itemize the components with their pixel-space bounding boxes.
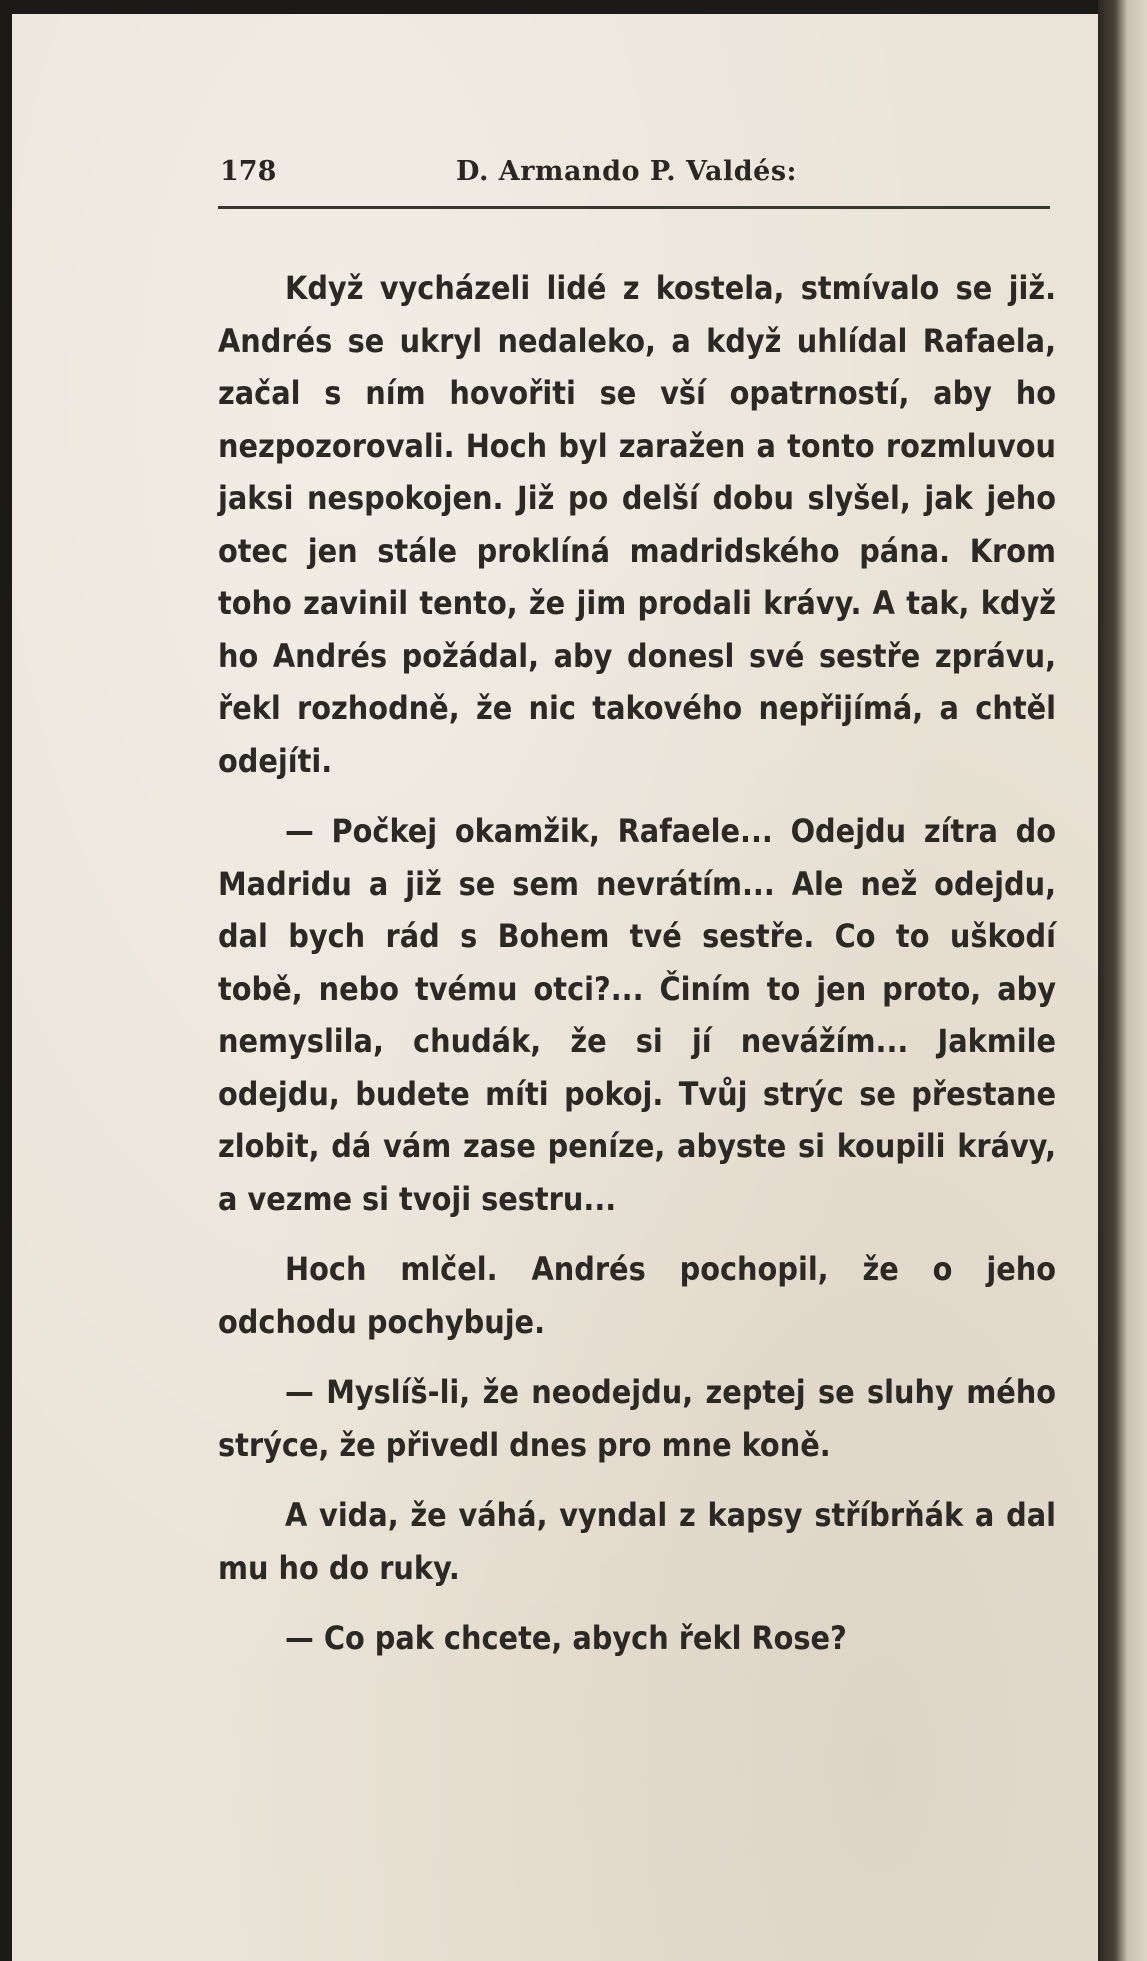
body-text [218,262,1056,1683]
paragraph: Hoch mlčel. Andrés pochopil, že o jeho odchodu pochybuje. [218,1250,1056,1341]
paragraph: — Počkej okamžik, Rafaele... Odejdu zítra do Madridu a již se sem nevrátím... Ale než odejdu, dal bych rád s Bohem tvé sestře. Co to uškodí tobě, nebo tvému otci?... Činím to jen proto, aby nemyslila, chudák, že si jí nevážím... Jakmile odejdu, budete míti pokoj. Tvůj strýc se přestane zlobit, dá vám zase peníze, abyste si koupili krávy, a vezme si tvoji sestru... [218,812,1056,1218]
page-header [220,156,1050,200]
running-head: D. Armando P. Valdés: [456,156,797,187]
paragraph: A vida, že váhá, vyndal z kapsy stříbrňák a dal mu ho do ruky. [218,1496,1056,1587]
book-gutter [1098,0,1147,1961]
paragraph: Když vycházeli lidé z kostela, stmívalo se již. Andrés se ukryl nedaleko, a když uhlídal Rafaela, začal s ním hovořiti se vší opatrností, aby ho nezpozorovali. Hoch byl zaražen a tonto rozmluvou jaksi nespokojen. Již po delší dobu slyšel, jak jeho otec jen stále proklíná madridského pána. Krom toho zavinil tento, že jim prodali krávy. A tak, když ho Andrés požádal, aby donesl své sestře zprávu, řekl rozhodně, že nic takového nepřijímá, a chtěl odejíti. [218,269,1056,780]
paragraph: — Myslíš-li, že neodejdu, zeptej se sluhy mého strýce, že přivedl dnes pro mne koně. [218,1373,1056,1464]
header-rule [218,206,1050,209]
page-number: 178 [220,156,277,187]
paragraph: — Co pak chcete, abych řekl Rose? [285,1619,847,1657]
